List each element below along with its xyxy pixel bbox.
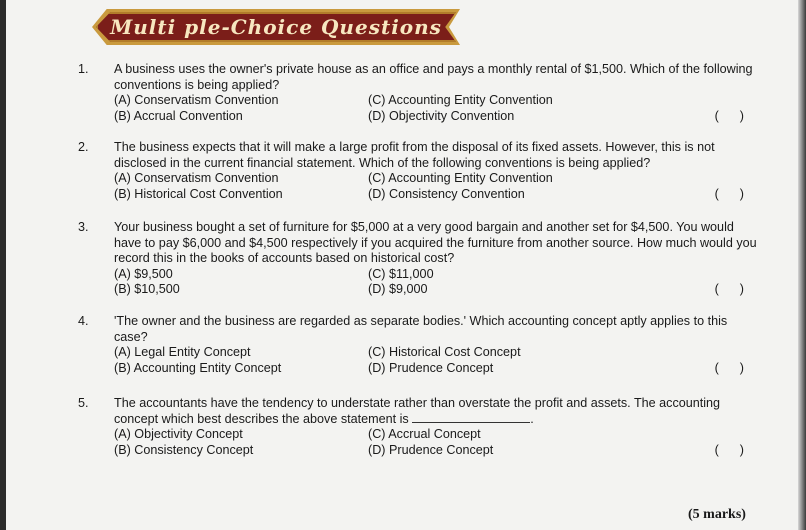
option-c: (C) $11,000 <box>368 266 434 281</box>
option-d: (D) $9,000 <box>368 282 428 296</box>
option-d: (D) Consistency Convention <box>368 186 525 201</box>
option-a: (A) $9,500 <box>114 266 173 281</box>
answer-bracket: ( ) <box>714 442 744 457</box>
total-marks: (5 marks) <box>688 507 746 522</box>
options <box>114 93 764 124</box>
question-number: 3. <box>78 220 89 234</box>
option-c: (C) Accounting Entity Convention <box>368 171 553 185</box>
scan-right-edge <box>798 0 806 530</box>
question-text: Your business bought a set of furniture for $5,000 at a very good bargain and another set for $4,500. You would have to pay $6,000 and $4,500 respectively if you acquired the furniture from another source. How much would you record this in the books of accounts based on historical cost? <box>114 220 757 265</box>
answer-bracket: ( ) <box>714 108 744 123</box>
question-text <box>114 396 764 427</box>
page-title: Multi ple-Choice Questions <box>110 15 442 39</box>
question-number: 1. <box>78 62 89 76</box>
question-text: 'The owner and the business are regarded as separate bodies.' Which accounting concept aptly applies to this case? <box>114 314 728 344</box>
option-b: (B) Historical Cost Convention <box>114 186 283 201</box>
answer-bracket: ( ) <box>714 282 744 296</box>
options <box>114 267 764 298</box>
options <box>114 345 764 376</box>
answer-blank <box>412 412 530 423</box>
question-number: 2. <box>78 140 89 154</box>
option-d: (D) Prudence Concept <box>368 442 494 457</box>
question-text: A business uses the owner's private house as an office and pays a monthly rental of $1,500. Which of the following conventions is being applied? <box>114 62 753 92</box>
answer-bracket: ( ) <box>714 360 744 375</box>
question-number: 4. <box>78 314 89 328</box>
question-number: 5. <box>78 396 89 410</box>
option-c: (C) Accounting Entity Convention <box>368 93 553 107</box>
option-a: (A) Objectivity Concept <box>114 427 243 441</box>
option-a: (A) Legal Entity Concept <box>114 345 251 359</box>
option-a: (A) Conservatism Convention <box>114 171 279 185</box>
option-d: (D) Objectivity Convention <box>368 108 515 123</box>
question-text-part: The accountants have the tendency to understate rather than overstate the profit and assets. The accounting concept which best describes the above statement is <box>114 396 721 426</box>
question-text-end: . <box>530 411 534 426</box>
answer-bracket: ( ) <box>714 186 744 201</box>
option-b: (B) Accounting Entity Concept <box>114 360 282 375</box>
option-b: (B) $10,500 <box>114 282 180 296</box>
question-text: The business expects that it will make a large profit from the disposal of its fixed assets. However, this is not disclosed in the current financial statement. Which of the following conventions is being applied? <box>114 140 715 170</box>
option-b: (B) Accrual Convention <box>114 108 243 123</box>
scan-left-edge <box>0 0 6 530</box>
option-d: (D) Prudence Concept <box>368 360 494 375</box>
option-a: (A) Conservatism Convention <box>114 93 279 107</box>
option-c: (C) Accrual Concept <box>368 427 481 441</box>
options <box>114 427 764 458</box>
option-b: (B) Consistency Concept <box>114 442 254 457</box>
option-c: (C) Historical Cost Concept <box>368 345 521 359</box>
options <box>114 171 764 202</box>
